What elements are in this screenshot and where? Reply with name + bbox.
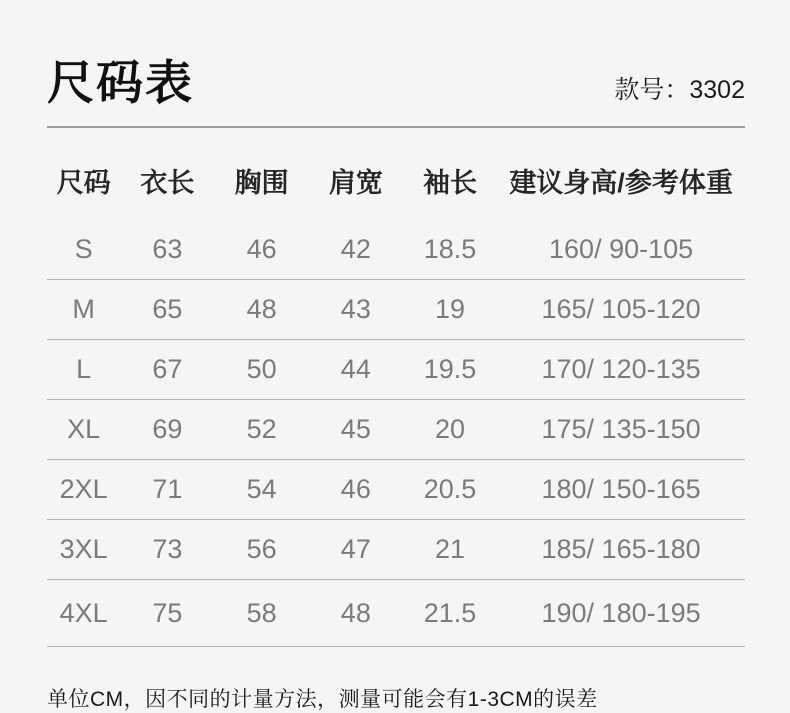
- table-cell: 73: [152, 534, 183, 565]
- table-cell: 175/ 135-150: [541, 414, 701, 445]
- table-cell: 42: [340, 234, 371, 265]
- table-cell: 46: [246, 234, 277, 265]
- table-cell: 185/ 165-180: [541, 534, 701, 565]
- size-label-cell: 2XL: [59, 474, 108, 505]
- size-label-cell: 4XL: [59, 597, 108, 628]
- table-row-m: [47, 280, 745, 340]
- column-header-5: 袖长: [423, 168, 478, 199]
- table-cell: 71: [152, 474, 183, 505]
- footer-note: 单位CM，因不同的计量方法，测量可能会有1-3CM的误差: [47, 688, 598, 712]
- table-cell: 190/ 180-195: [541, 597, 701, 628]
- table-cell: 19.5: [423, 354, 477, 385]
- page-title: 尺码表: [47, 56, 194, 109]
- table-row-2xl: [47, 460, 745, 520]
- table-cell: 46: [340, 474, 371, 505]
- table-cell: 65: [152, 294, 183, 325]
- table-cell: 69: [152, 414, 183, 445]
- table-cell: 20.5: [423, 474, 477, 505]
- column-header-1: 尺码: [56, 168, 111, 199]
- table-row-xl: [47, 400, 745, 460]
- column-header-3: 胸围: [234, 168, 289, 199]
- table-row-l: [47, 340, 745, 400]
- table-cell: 75: [152, 597, 183, 628]
- table-cell: 52: [246, 414, 277, 445]
- style-number-label: 款号：3302: [614, 76, 745, 105]
- table-cell: 47: [340, 534, 371, 565]
- table-cell: 50: [246, 354, 277, 385]
- size-label-cell: M: [72, 294, 95, 325]
- table-cell: 58: [246, 597, 277, 628]
- table-cell: 45: [340, 414, 371, 445]
- table-cell: 54: [246, 474, 277, 505]
- table-cell: 170/ 120-135: [541, 354, 701, 385]
- table-cell: 43: [340, 294, 371, 325]
- table-cell: 48: [340, 597, 371, 628]
- size-table-body: [47, 220, 745, 647]
- table-cell: 48: [246, 294, 277, 325]
- table-header-row: [47, 128, 745, 220]
- table-cell: 180/ 150-165: [541, 474, 701, 505]
- size-table-head: [47, 128, 745, 220]
- column-header-2: 衣长: [140, 168, 195, 199]
- column-header-6: 建议身高/参考体重: [509, 168, 733, 199]
- column-header-4: 肩宽: [328, 168, 383, 199]
- table-row-s: [47, 220, 745, 280]
- table-row-4xl: [47, 580, 745, 647]
- table-cell: 21.5: [423, 597, 477, 628]
- size-label-cell: 3XL: [59, 534, 108, 565]
- page-header: [47, 0, 745, 128]
- table-cell: 19: [435, 294, 466, 325]
- table-cell: 56: [246, 534, 277, 565]
- table-cell: 18.5: [423, 234, 477, 265]
- size-table: [47, 128, 745, 647]
- table-cell: 44: [340, 354, 371, 385]
- table-cell: 160/ 90-105: [549, 234, 694, 265]
- table-cell: 63: [152, 234, 183, 265]
- size-label-cell: S: [74, 234, 93, 265]
- size-label-cell: L: [76, 354, 92, 385]
- table-cell: 20: [435, 414, 466, 445]
- table-cell: 21: [435, 534, 466, 565]
- table-cell: 165/ 105-120: [541, 294, 701, 325]
- table-row-3xl: [47, 520, 745, 580]
- size-label-cell: XL: [67, 414, 101, 445]
- table-cell: 67: [152, 354, 183, 385]
